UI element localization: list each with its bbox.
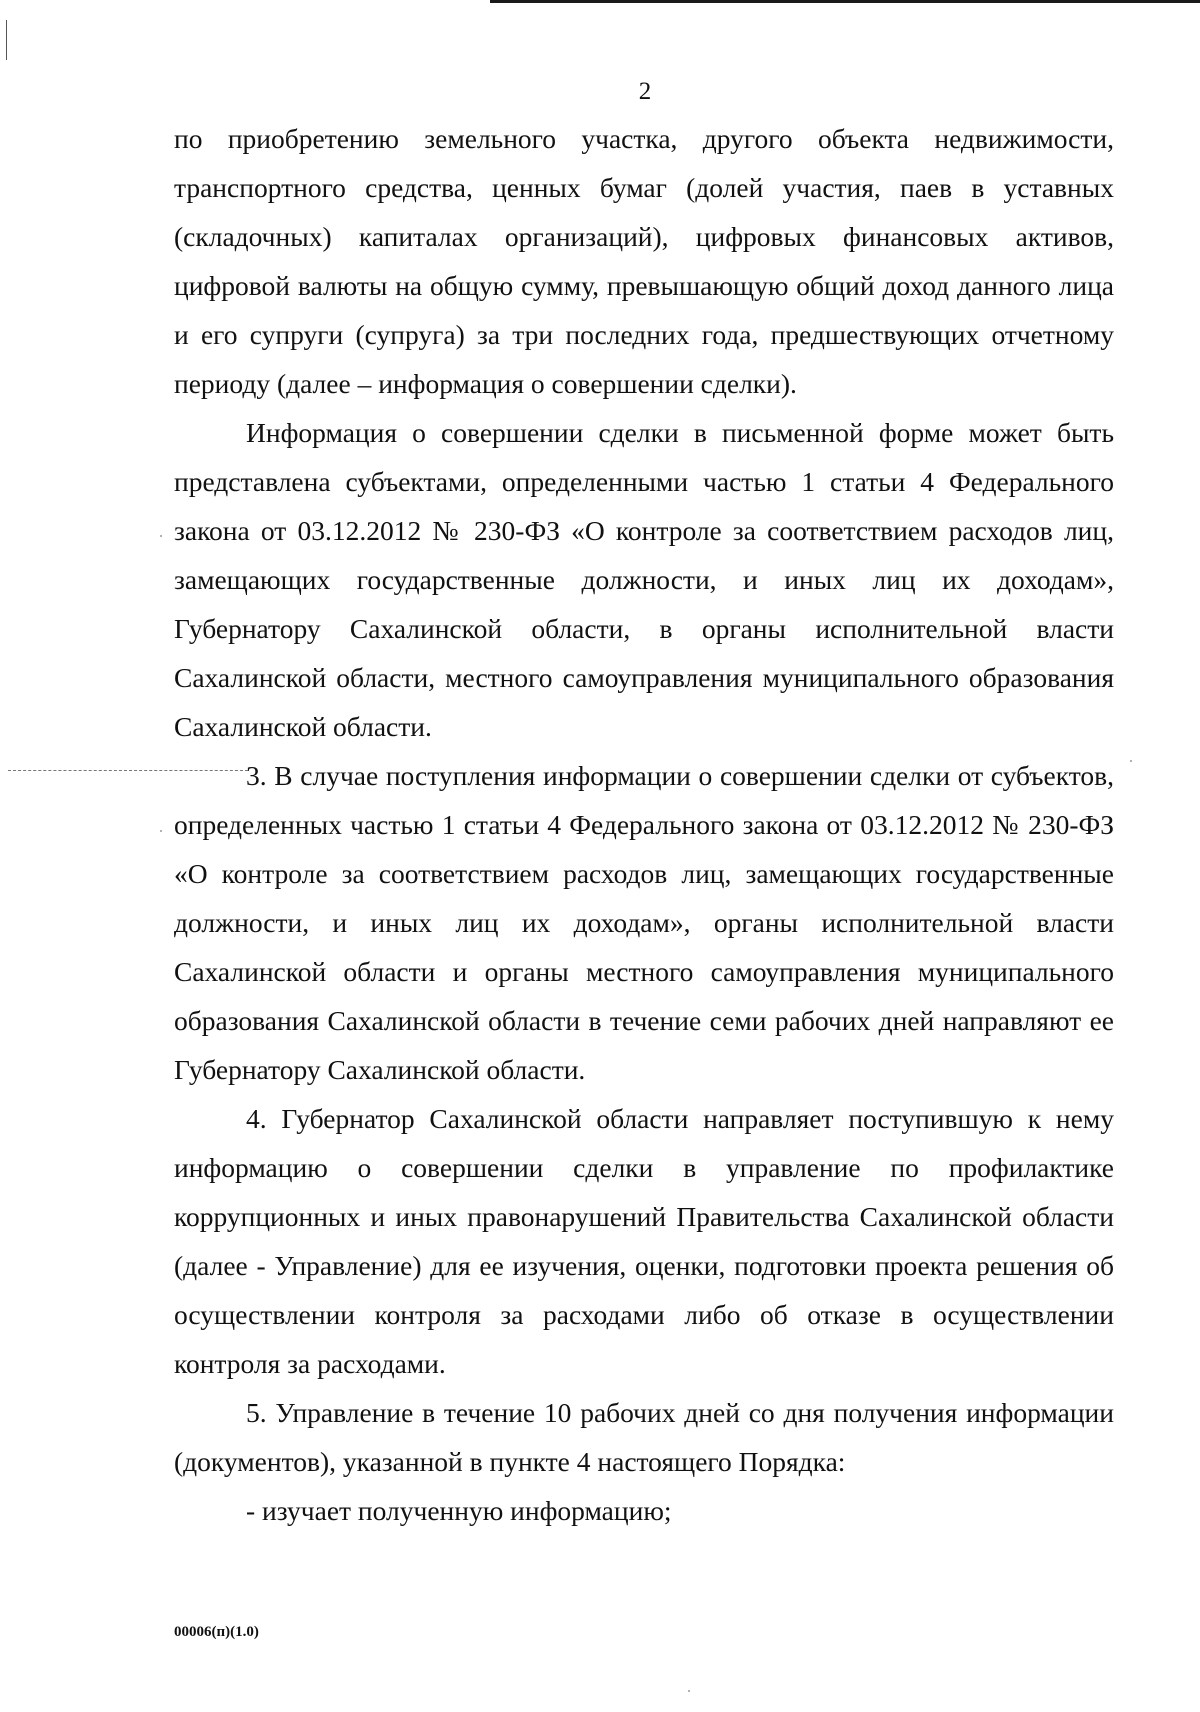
scan-left-mark: [6, 20, 7, 60]
scan-speck: [160, 830, 162, 832]
document-body: [174, 114, 1114, 1535]
scan-speck: [160, 535, 162, 537]
paragraph-item-3: 3. В случае поступления информации о совершении сделки от субъектов, определенных частью 1 статьи 4 Федерального закона от 03.12.2012 № 230-ФЗ «О контроле за соответствием расходов лиц, замещающих государственные должности, и иных лиц их доходам», органы исполнительной власти Сахалинской области и органы местного самоуправления муниципального образования Сахалинской области в течение семи рабочих дней направляют ее Губернатору Сахалинской области.: [174, 760, 1114, 1085]
paragraph-item-4: 4. Губернатор Сахалинской области направляет поступившую к нему информацию о совершении сделки в управление по профилактике коррупционных и иных правонарушений Правительства Сахалинской области (далее - Управление) для ее изучения, оценки, подготовки проекта решения об осуществлении контроля за расходами либо об отказе в осуществлении контроля за расходами.: [174, 1103, 1114, 1379]
paragraph-item-5: 5. Управление в течение 10 рабочих дней со дня получения информации (документов), указанной в пункте 4 настоящего Порядка:: [174, 1397, 1114, 1477]
paragraph-continuation: по приобретению земельного участка, другого объекта недвижимости, транспортного средства, ценных бумаг (долей участия, паев в уставных (складочных) капиталах организаций), цифровых финансовых активов, цифровой валюты на общую сумму, превышающую общий доход данного лица и его супруги (супруга) за три последних года, предшествующих отчетному периоду (далее – информация о совершении сделки).: [174, 123, 1114, 399]
scan-speck: [1130, 760, 1132, 762]
scan-artifact-dashes: [8, 770, 248, 771]
scan-top-border: [490, 0, 1200, 3]
document-footer-code: 00006(п)(1.0): [174, 1624, 259, 1640]
scan-speck: [688, 1690, 690, 1692]
paragraph-item-5-bullet: - изучает полученную информацию;: [246, 1495, 672, 1526]
paragraph-information-submission: Информация о совершении сделки в письменной форме может быть представлена субъектами, определенными частью 1 статьи 4 Федерального закона от 03.12.2012 № 230-ФЗ «О контроле за соответствием расходов лиц, замещающих государственные должности, и иных лиц их доходам», Губернатору Сахалинской области, в органы исполнительной власти Сахалинской области, местного самоуправления муниципального образования Сахалинской области.: [174, 417, 1114, 742]
page-number: 2: [638, 78, 652, 105]
